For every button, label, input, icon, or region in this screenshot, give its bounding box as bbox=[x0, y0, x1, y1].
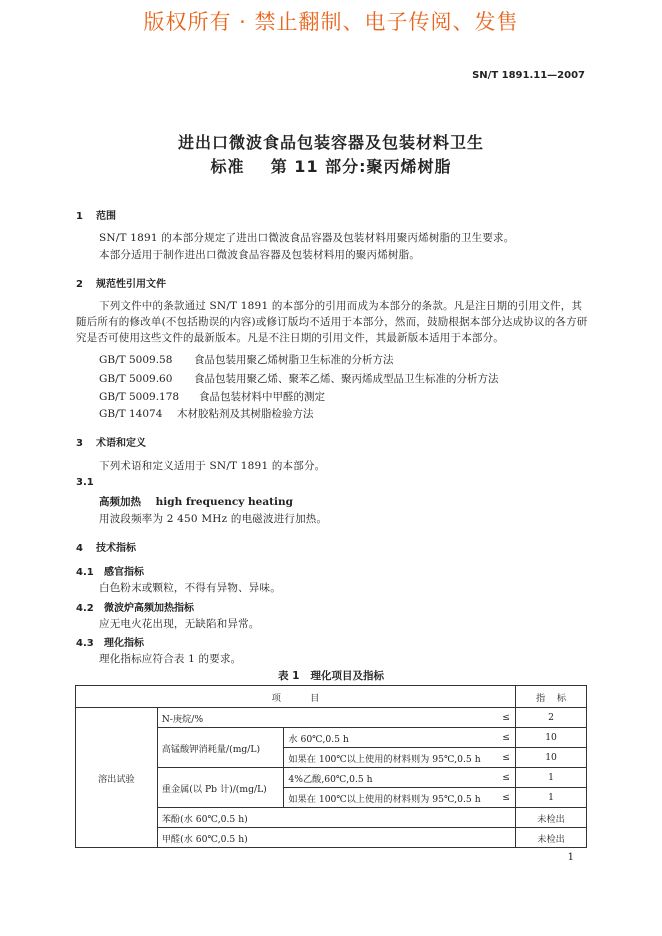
document-title-line-1: 进出口微波食品包装容器及包装材料卫生 bbox=[177, 133, 484, 152]
subsection-title: 感官指标 bbox=[104, 567, 144, 578]
leq-symbol: ≤ bbox=[497, 728, 515, 748]
leq-symbol: ≤ bbox=[497, 748, 515, 768]
subsection-title: 微波炉高频加热指标 bbox=[104, 603, 194, 614]
table-header-row bbox=[76, 686, 587, 708]
table-caption: 表 1 理化项目及指标 bbox=[278, 670, 384, 682]
subsection-title: 理化指标 bbox=[104, 638, 144, 649]
section-4-heading bbox=[76, 539, 136, 554]
section-3-paragraph-1: 下列术语和定义适用于 SN/T 1891 的本部分。 bbox=[99, 460, 326, 472]
reference-code: GB/T 5009.60 bbox=[99, 373, 173, 385]
subsection-number: 4.3 bbox=[76, 638, 94, 649]
value-cell: 2 bbox=[516, 708, 587, 728]
header-index: 指 标 bbox=[516, 686, 587, 708]
section-2-heading bbox=[76, 275, 166, 290]
standard-number: SN/T 1891.11—2007 bbox=[472, 70, 585, 81]
section-title: 范围 bbox=[96, 211, 116, 222]
reference-title: 木材胶粘剂及其树脂检验方法 bbox=[177, 408, 314, 420]
section-number: 4 bbox=[76, 543, 83, 554]
item-cell: 重金属(以 Pb 计)/(mg/L) bbox=[157, 768, 284, 808]
item-cell: 高锰酸钾消耗量/(mg/L) bbox=[157, 728, 284, 768]
subsection-4-2-heading bbox=[76, 599, 194, 614]
value-cell: 1 bbox=[516, 788, 587, 808]
reference-item bbox=[99, 389, 325, 404]
value-cell: 未检出 bbox=[516, 828, 587, 848]
value-cell: 未检出 bbox=[516, 808, 587, 828]
section-1-paragraph-1: SN/T 1891 的本部分规定了进出口微波食品容器及包装材料用聚丙烯树脂的卫生要求。 bbox=[99, 232, 515, 244]
subsection-4-3-text: 理化指标应符合表 1 的要求。 bbox=[99, 653, 242, 665]
reference-title: 食品包装用聚乙烯树脂卫生标准的分析方法 bbox=[194, 354, 394, 366]
condition-cell: 如果在 100℃以上使用的材料则为 95℃,0.5 h bbox=[284, 788, 497, 808]
group-label-cell: 溶出试验 bbox=[76, 708, 158, 848]
item-cell: N-庚烷/% bbox=[157, 708, 497, 728]
reference-code: GB/T 5009.58 bbox=[99, 354, 173, 366]
subsection-number: 4.1 bbox=[76, 567, 94, 578]
section-1-heading bbox=[76, 207, 116, 222]
section-number: 3 bbox=[76, 438, 83, 449]
section-title: 规范性引用文件 bbox=[96, 279, 166, 290]
value-cell: 1 bbox=[516, 768, 587, 788]
reference-title: 食品包装材料中甲醛的测定 bbox=[199, 391, 325, 403]
reference-code: GB/T 14074 bbox=[99, 408, 163, 420]
document-title-line-2: 标准 第 11 部分:聚丙烯树脂 bbox=[210, 157, 452, 176]
condition-cell: 水 60℃,0.5 h bbox=[284, 728, 497, 748]
leq-symbol: ≤ bbox=[497, 788, 515, 808]
section-2-paragraph-1: 下列文件中的条款通过 SN/T 1891 的本部分的引用而成为本部分的条款。凡是注日期的引用文件，其随后所有的修改单(不包括勘误的内容)或修订版均不适用于本部分，然而，鼓励根据本部分达成协议的各方研究是否可使用这些文件的最新版本。凡是不注日期的引用文件，其最新版本适用于本部分。 bbox=[76, 300, 588, 344]
reference-item bbox=[99, 371, 499, 386]
leq-symbol: ≤ bbox=[497, 708, 515, 728]
value-cell: 10 bbox=[516, 748, 587, 768]
header-item: 项 目 bbox=[76, 686, 516, 708]
page-number: 1 bbox=[567, 852, 574, 863]
term-number: 3.1 bbox=[76, 477, 94, 488]
item-cell: 苯酚(水 60℃,0.5 h) bbox=[157, 808, 515, 828]
item-cell: 甲醛(水 60℃,0.5 h) bbox=[157, 828, 515, 848]
value-cell: 10 bbox=[516, 728, 587, 748]
section-1-paragraph-2: 本部分适用于制作进出口微波食品容器及包装材料用的聚丙烯树脂。 bbox=[99, 249, 420, 261]
subsection-4-3-heading bbox=[76, 634, 144, 649]
section-number: 2 bbox=[76, 279, 83, 290]
table-row bbox=[76, 708, 587, 728]
reference-code: GB/T 5009.178 bbox=[99, 391, 180, 403]
term-definition: 用波段频率为 2 450 MHz 的电磁波进行加热。 bbox=[99, 513, 328, 525]
condition-cell: 如果在 100℃以上使用的材料则为 95℃,0.5 h bbox=[284, 748, 497, 768]
section-3-heading bbox=[76, 434, 146, 449]
subsection-4-1-heading bbox=[76, 563, 144, 578]
reference-title: 食品包装用聚乙烯、聚苯乙烯、聚丙烯成型品卫生标准的分析方法 bbox=[194, 373, 499, 385]
subsection-4-1-text: 白色粉末或颗粒，不得有异物、异味。 bbox=[99, 582, 281, 594]
section-title: 技术指标 bbox=[96, 543, 136, 554]
leq-symbol: ≤ bbox=[497, 768, 515, 788]
physicochemical-table bbox=[75, 685, 587, 848]
reference-item bbox=[99, 352, 394, 367]
condition-cell: 4%乙酸,60℃,0.5 h bbox=[284, 768, 497, 788]
subsection-4-2-text: 应无电火花出现，无缺陷和异常。 bbox=[99, 618, 260, 630]
section-number: 1 bbox=[76, 211, 83, 222]
copyright-watermark: 版权所有 · 禁止翻制、电子传阅、发售 bbox=[143, 10, 519, 34]
section-title: 术语和定义 bbox=[96, 438, 146, 449]
subsection-number: 4.2 bbox=[76, 603, 94, 614]
reference-item bbox=[99, 406, 314, 421]
term-name: 高频加热 high frequency heating bbox=[99, 496, 293, 508]
